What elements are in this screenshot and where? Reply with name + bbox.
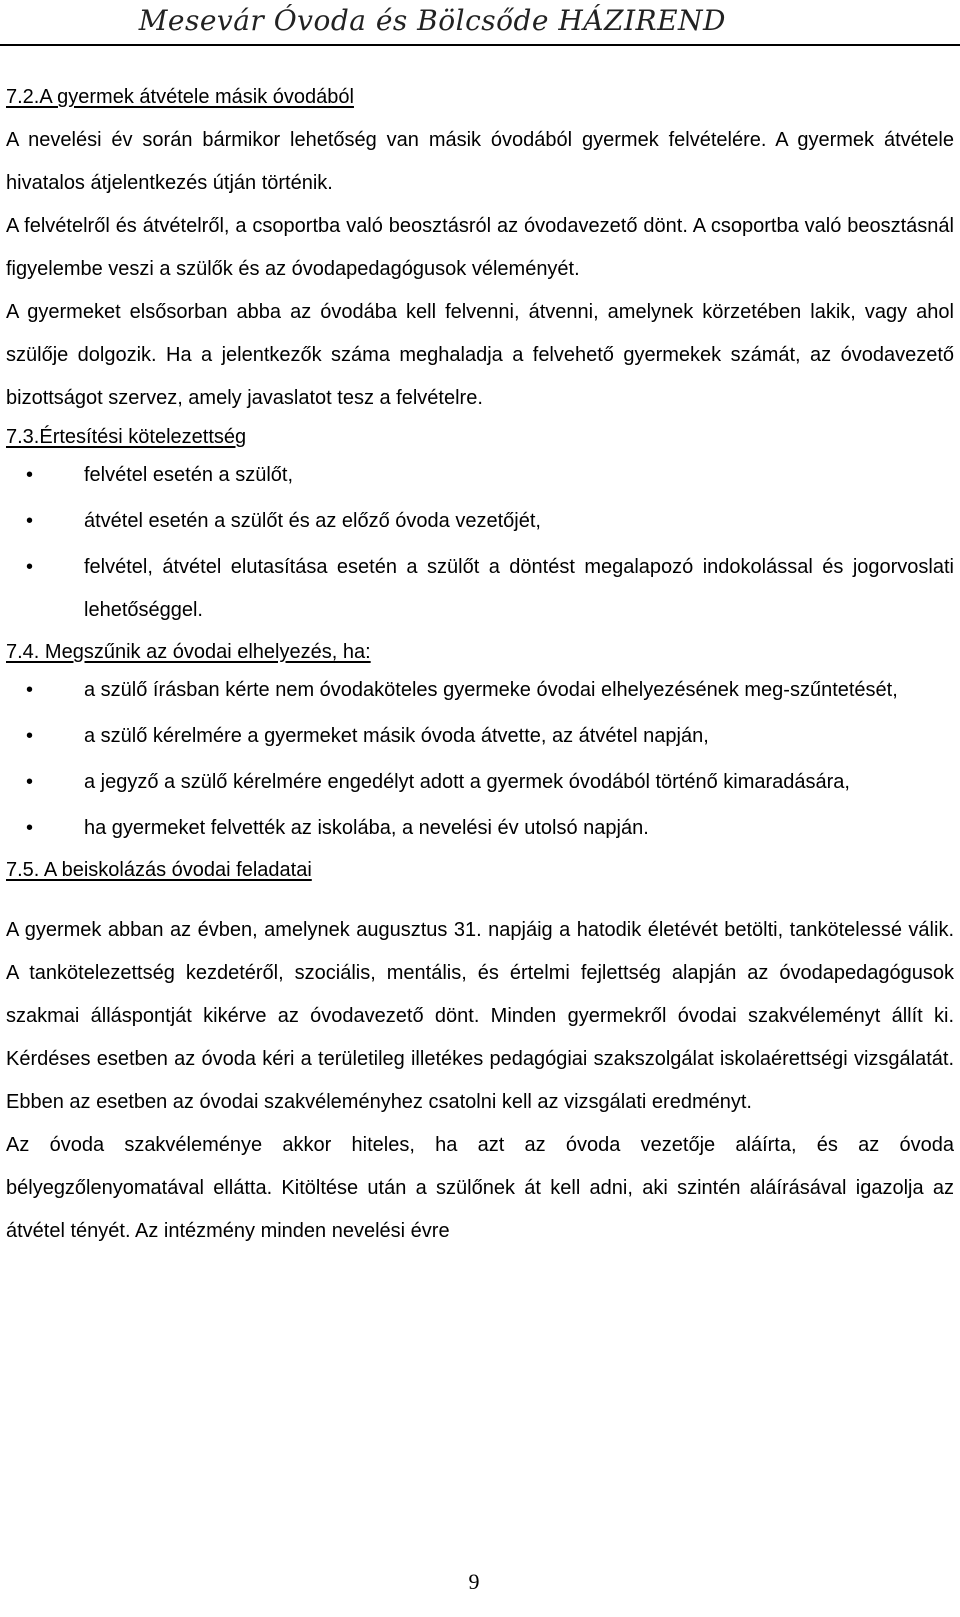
page-header — [0, 2, 960, 42]
termination-list — [6, 669, 954, 850]
header-divider — [0, 44, 960, 46]
list-item: • felvétel esetén a szülőt, — [6, 454, 954, 497]
list-item: • felvétel, átvétel elutasítása esetén a szülőt a döntést megalapozó indokolással és jogorvoslati lehetőséggel. — [6, 546, 954, 632]
paragraph-7-2-3: A gyermeket elsősorban abba az óvodába kell felvenni, átvenni, amelynek körzetében lakik, vagy ahol szülője dolgozik. Ha a jelentkezők száma meghaladja a felvehető gyermekek számát, az óvodavezető bizottságot szervez, amely javaslatot tesz a felvételre. — [6, 301, 954, 409]
heading-7-5: 7.5. A beiskolázás óvodai feladatai — [6, 859, 312, 881]
bullet-icon: • — [26, 771, 34, 793]
list-item: • a szülő kérelmére a gyermeket másik óvoda átvette, az átvétel napján, — [6, 715, 954, 758]
document-body — [6, 76, 954, 1253]
page-number: 9 — [468, 1569, 480, 1594]
paragraph-7-5-1: A gyermek abban az évben, amelynek augusztus 31. napjáig a hatodik életévét betölti, tankötelessé válik. A tankötelezettség kezdetéről, szociális, mentális, és értelmi fejlettség alapján az óvodapedagógusok szakmai álláspontját kikérve az óvodavezető dönt. Minden gyermekről óvodai szakvéleményt állít ki. Kérdéses esetben az óvoda kéri a területileg illetékes pedagógiai szakszolgálat iskolaérettségi vizsgálatát. Ebben az esetben az óvodai szakvéleményhez csatolni kell az vizsgálati eredményt. — [6, 919, 954, 1113]
document-title: Mesevár Óvoda és Bölcsőde HÁZIREND — [138, 4, 726, 37]
list-item: • a szülő írásban kérte nem óvodaköteles gyermeke óvodai elhelyezésének meg-szűntetését, — [6, 669, 954, 712]
paragraph-7-5-2: Az óvoda szakvéleménye akkor hiteles, ha azt az óvoda vezetője aláírta, és az óvoda bélyegzőlenyomatával ellátta. Kitöltése után a szülőnek át kell adni, aki szintén aláírásával igazolja az átvétel tényét. Az intézmény minden nevelési évre — [6, 1134, 954, 1242]
paragraph-7-2-1: A nevelési év során bármikor lehetőség van másik óvodából gyermek felvételére. A gyermek átvétele hivatalos átjelentkezés útján történik. — [6, 129, 954, 194]
list-item: • a jegyző a szülő kérelmére engedélyt adott a gyermek óvodából történő kimaradására, — [6, 761, 954, 804]
heading-7-2: 7.2.A gyermek átvétele másik óvodából — [6, 86, 354, 108]
bullet-icon: • — [26, 556, 34, 578]
bullet-icon: • — [26, 725, 34, 747]
paragraph-7-2-2: A felvételről és átvételről, a csoportba való beosztásról az óvodavezető dönt. A csoportba való beosztásnál figyelembe veszi a szülők és az óvodapedagógusok véleményét. — [6, 215, 954, 280]
notification-list — [6, 454, 954, 632]
heading-7-4: 7.4. Megszűnik az óvodai elhelyezés, ha: — [6, 641, 371, 663]
list-item: • ha gyermeket felvették az iskolába, a nevelési év utolsó napján. — [6, 807, 954, 850]
heading-7-3: 7.3.Értesítési kötelezettség — [6, 426, 247, 448]
list-item: • átvétel esetén a szülőt és az előző óvoda vezetőjét, — [6, 500, 954, 543]
bullet-icon: • — [26, 464, 34, 486]
bullet-icon: • — [26, 817, 34, 839]
bullet-icon: • — [26, 679, 34, 701]
bullet-icon: • — [26, 510, 34, 532]
